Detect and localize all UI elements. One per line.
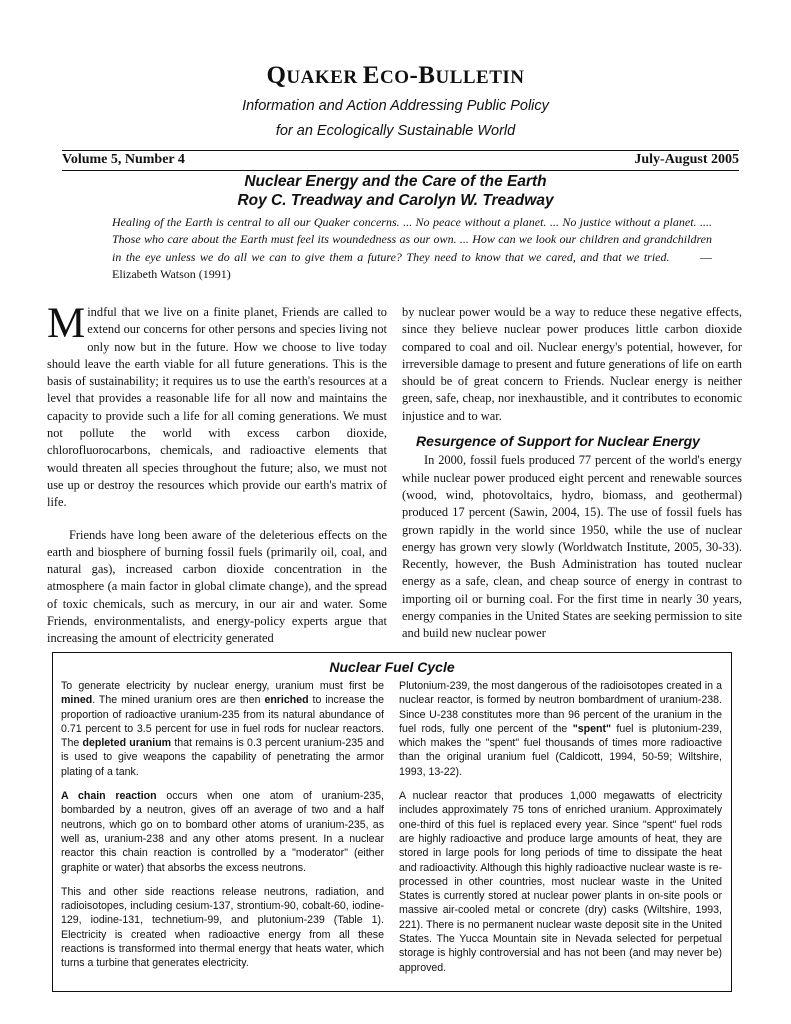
paragraph-2: Friends have long been aware of the deleterious effects on the earth and biosphere of burning fossil fuels (primarily oil, coal, and natural gas), increased carbon dioxide concentration in the atmosphere (a main factor in global climate change), and the spread of toxic chemicals, such as mercury, in our air and water. Some Friends, environmentalists, and energy-policy experts argue that increasing the amount of electricity generated [47,527,387,646]
issue-date: July-August 2005 [634,152,739,167]
section-heading: Resurgence of Support for Nuclear Energy [416,433,700,450]
article-title: Nuclear Energy and the Care of the Earth [244,173,547,190]
sidebar-text: occurs when one atom of uranium-235, bombarded by a neutron, gives off an average of two and a half neutrons, which go on to bombard other atoms of uranium-235, as well as, uranium-238 and any other atoms present. In a nuclear reactor this chain reaction is controlled by a "moderator" (either graphite or water) that absorbs the excess neutrons. [61,790,385,874]
paragraph-3: by nuclear power would be a way to reduce these negative effects, since they believe nuclear power produces little carbon dioxide compared to coal and oil. Nuclear energy's potential, however, for irreversible damage to present and future generations of life on earth should be of great concern to Friends. Nuclear energy is neither green, safe, cheap, nor inexhaustible, and it contributes to economic injustice and to war. [402,305,742,423]
sidebar-paragraph-5: A nuclear reactor that produces 1,000 megawatts of electricity includes approximately 75 tons of enriched uranium. Approximately one-third of this fuel is replaced every year. Since "spent" fuel rods are highly radioactive and produce large amounts of heat, they are stored in large pools for long periods of time to dissipate the heat and radioactivity. Although this highly radioactive nuclear waste is re-processed in other countries, most nuclear waste in the United States is currently stored at nuclear power plants in on-site pools or massive air-cooled metal or concrete (dry) casks (Wiltshire, 1993, 221). There is no permanent nuclear waste deposit site in the United States. The Yucca Mountain site in Nevada selected for perpetual storage is highly controversial and has not been (and may never be) approved. [399,790,722,974]
sidebar-term-chain-reaction: A chain reaction [61,790,157,803]
article-authors: Roy C. Treadway and Carolyn W. Treadway [237,192,554,209]
header-rule-top [62,150,739,151]
article-column-left [47,300,387,648]
epigraph-quote: Healing of the Earth is central to all our Quaker concerns. ... No peace without a planet. ... No justice without a planet. .... Those who care about the Earth must feel its woundedness as our own. ... How can we look our children and grandchildren in the eye unless we do all we can to give them a future? They need to know that we cared, and that we tried. [112,215,712,264]
header-rule-bottom [62,170,739,171]
paragraph-4: In 2000, fossil fuels produced 77 percent of the world's energy while nuclear power produced eight percent and renewable sources (wood, wind, photovoltaics, hydro, biomass, and geothermal) produced 17 percent (Sawin, 2004, 15). The use of fossil fuels has grown rapidly in the world since 1950, while the use of nuclear energy has grown very slowly (Worldwatch Institute, 2005, 30-33). Recently, however, the Bush Administration has touted nuclear energy as a safe, clean, and cheap source of energy in contrast to importing oil or burning coal. For the first time in nearly 30 years, energy companies in the United States are seeking permission to site and build new nuclear power [402,453,742,641]
paragraph-1-text: indful that we live on a finite planet, Friends are called to extend our concerns for other persons and species living not only now but in the future. How we choose to live today should leave the earth viable for all future generations. This is the basis of sustainability; it requires us to use the earth's resources at a level that provides a reasonable life for all now and maintains the capacity to provide such a life for all coming generations. We must not pollute the world with excess carbon dioxide, chlorofluorocarbons, chemicals, and radioactive elements that would threaten all species throughout the future; also, we must not use up or destroy the resources which provide our earth's matrix of life. [47,305,387,510]
drop-cap: M [47,300,86,347]
article-column-right [402,304,742,643]
sidebar-paragraph-3: This and other side reactions release neutrons, radiation, and radioisotopes, including cesium-137, strontium-90, cobalt-60, iodine-129, iodine-131, technetium-99, and plutonium-239 (Table 1). Electricity is created when radioactive energy from all these reactions is transformed into thermal energy that heats water, which turns a turbine that generates electricity. [61,885,384,970]
masthead-subtitle-1: Information and Action Addressing Public Policy [242,98,549,114]
sidebar-box [52,652,732,992]
epigraph-citation: —Elizabeth Watson (1991) [112,249,713,282]
sidebar-text: Plutonium-239, the most dangerous of the radioisotopes created in a nuclear reactor, is formed by neutron bombardment of uranium-238. Since U-238 constitutes more than 96 percent of the uranium in the fuel rods, fully one percent of the [399,680,722,735]
title-initial-e: E [362,62,380,89]
sidebar-title: Nuclear Fuel Cycle [329,659,455,675]
sidebar-paragraph-2 [61,789,384,875]
sidebar-term-depleted-uranium: depleted uranium [82,737,172,750]
masthead-subtitle-2: for an Ecologically Sustainable World [275,123,516,139]
issue-volume: Volume 5, Number 4 [62,152,185,167]
title-initial-b: -B [409,62,436,89]
sidebar-text: that remains is 0.3 percent uranium-235 and is used to give weapons the capability of penetrating the armor plating of a tank. [61,737,384,778]
title-part-ulletin: ULLETIN [435,67,525,88]
sidebar-term-enriched: enriched [264,694,309,707]
title-part-co: CO [379,67,410,88]
sidebar-term-mined: mined [61,694,93,707]
epigraph [112,214,712,284]
sidebar-text: fuel is plutonium-239, which makes the "spent" fuel thousands of times more radioactive than the original uranium fuel (Caldicott, 1994, 50-59; Wiltshire, 1993, 13-22). [399,722,722,778]
sidebar-paragraph-4 [399,679,722,779]
sidebar-text: To generate electricity by nuclear energy, uranium must first be [61,680,384,692]
title-initial-q: Q [266,62,287,89]
sidebar-column-left [61,679,384,981]
masthead-title [0,62,791,90]
sidebar-paragraph-1 [61,679,384,779]
title-part-uaker: UAKER [286,67,363,88]
sidebar-text: . The mined uranium ores are then [92,694,265,707]
sidebar-text: to increase the proportion of radioactive uranium-235 from its natural abundance of 0.71 percent to 3.5 percent for use in fuel rods for nuclear reactors. The [61,694,385,750]
sidebar-column-right [399,679,722,985]
paragraph-1 [47,300,387,512]
sidebar-term-spent: "spent" [572,722,612,735]
